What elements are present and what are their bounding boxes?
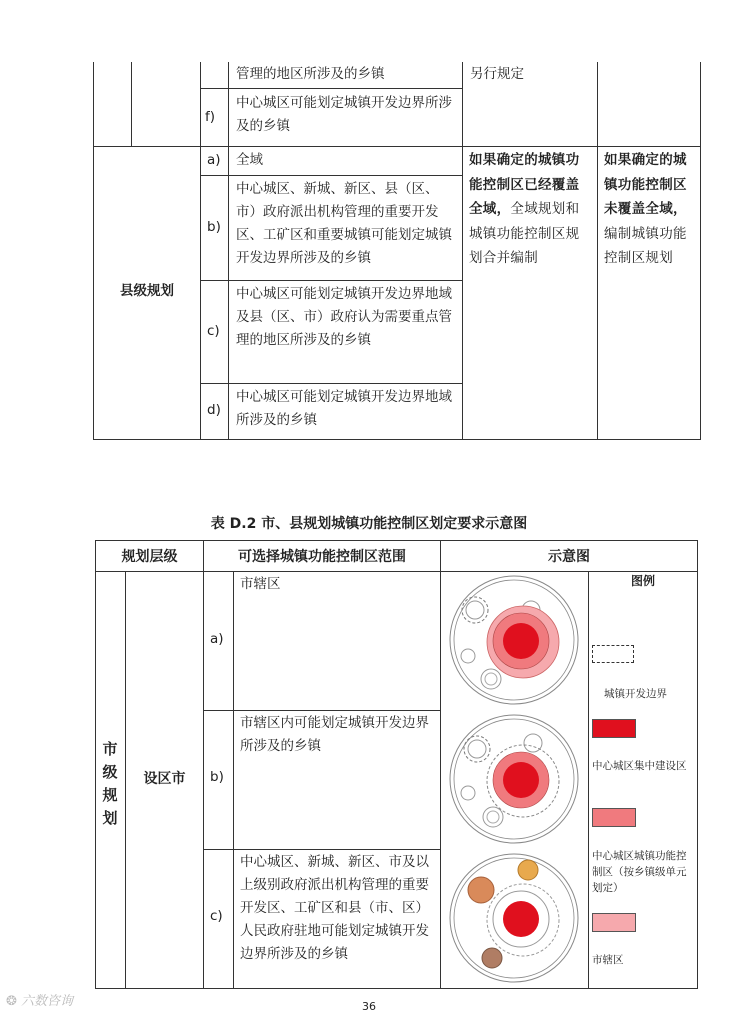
row-label: d)	[207, 402, 221, 418]
row-label: a)	[207, 152, 221, 168]
table-border	[93, 439, 701, 440]
table-border	[233, 571, 234, 989]
legend-swatch-control	[592, 808, 636, 827]
legend-swatch-core	[592, 719, 636, 738]
legend-title: 图例	[630, 574, 655, 588]
row-label: c)	[210, 908, 223, 924]
table-border	[700, 62, 701, 439]
scope-text: 市辖区	[240, 576, 281, 592]
table-border	[95, 540, 698, 541]
diagram-b	[441, 711, 587, 849]
legend-swatch-boundary	[592, 645, 634, 663]
table-border	[200, 175, 462, 176]
row-label: c)	[207, 323, 220, 339]
table-border	[200, 280, 462, 281]
diagram-a	[441, 572, 587, 710]
header-diagram: 示意图	[548, 549, 590, 565]
scope-text: 中心城区可能划定城镇开发边界所涉及的乡镇	[236, 95, 452, 134]
scope-text: 中心城区可能划定城镇开发边界地域及县（区、市）政府认为需要重点管理的地区所涉及的乡镇	[236, 286, 452, 348]
header-scope: 可选择城镇功能控制区范围	[238, 549, 406, 565]
legend-swatch-district	[592, 913, 636, 932]
scope-text: 全域	[236, 152, 263, 168]
scope-text: 中心城区可能划定城镇开发边界地域所涉及的乡镇	[236, 389, 452, 428]
page-number: 36	[362, 1000, 376, 1013]
table-border	[597, 62, 598, 439]
note-uncovered-bold: 如果确定的城镇功能控制区未覆盖全域，	[604, 152, 687, 217]
table-border	[462, 62, 463, 439]
table-border	[93, 146, 701, 147]
header-level: 规划层级	[121, 549, 178, 565]
table-border	[203, 710, 440, 711]
scope-text: 中心城区、新城、新区、市及以上级别政府派出机构管理的重要开发区、工矿区和县（市、区）人民政府驻地可能划定城镇开发边界所涉及的乡镇	[240, 854, 429, 962]
legend-label: 市辖区	[592, 954, 624, 966]
table-border	[203, 540, 204, 989]
table-border	[203, 849, 440, 850]
note-covered-bold: 如果确定的城镇功能控制区已经覆盖全域，	[469, 152, 580, 217]
row-label: b)	[210, 769, 224, 785]
legend-label: 城镇开发边界	[604, 688, 667, 700]
table-border	[697, 540, 698, 989]
diagram-c	[441, 850, 587, 988]
row-label: a)	[210, 631, 224, 647]
table-border	[588, 571, 589, 989]
table-border	[95, 540, 96, 989]
city-type-label: 设区市	[143, 771, 186, 787]
scope-text: 中心城区、新城、新区、县（区、市）政府派出机构管理的重要开发区、工矿区和重要城镇可能划定城镇开发边界所涉及的乡镇	[236, 181, 452, 266]
watermark: ❂ 六数咨询	[6, 994, 74, 1009]
table-border	[200, 383, 462, 384]
note-uncovered-rest: 编制城镇功能控制区规划	[604, 225, 687, 266]
city-level-label: 市级规划	[102, 740, 118, 827]
note-covered	[469, 148, 593, 271]
scope-text: 管理的地区所涉及的乡镇	[236, 66, 385, 82]
table-border	[95, 988, 698, 989]
legend-label: 中心城区城镇功能控制区（按乡镇级单元划定）	[592, 850, 687, 894]
watermark-icon: ❂	[6, 994, 17, 1009]
table-title: 表 D.2 市、县规划城镇功能控制区划定要求示意图	[210, 516, 528, 532]
table-border	[93, 62, 94, 439]
note-covered-rest: 全域规划和城镇功能控制区规划合并编制	[469, 201, 580, 266]
legend-label: 中心城区集中建设区	[592, 760, 687, 772]
note-uncovered	[604, 148, 698, 271]
table-border	[131, 62, 132, 146]
county-level-label: 县级规划	[120, 283, 174, 299]
table-border	[200, 88, 462, 89]
note-text: 另行规定	[470, 66, 524, 82]
row-label: b)	[207, 219, 221, 235]
row-label: f)	[205, 109, 216, 125]
scope-text: 市辖区内可能划定城镇开发边界所涉及的乡镇	[240, 715, 429, 754]
